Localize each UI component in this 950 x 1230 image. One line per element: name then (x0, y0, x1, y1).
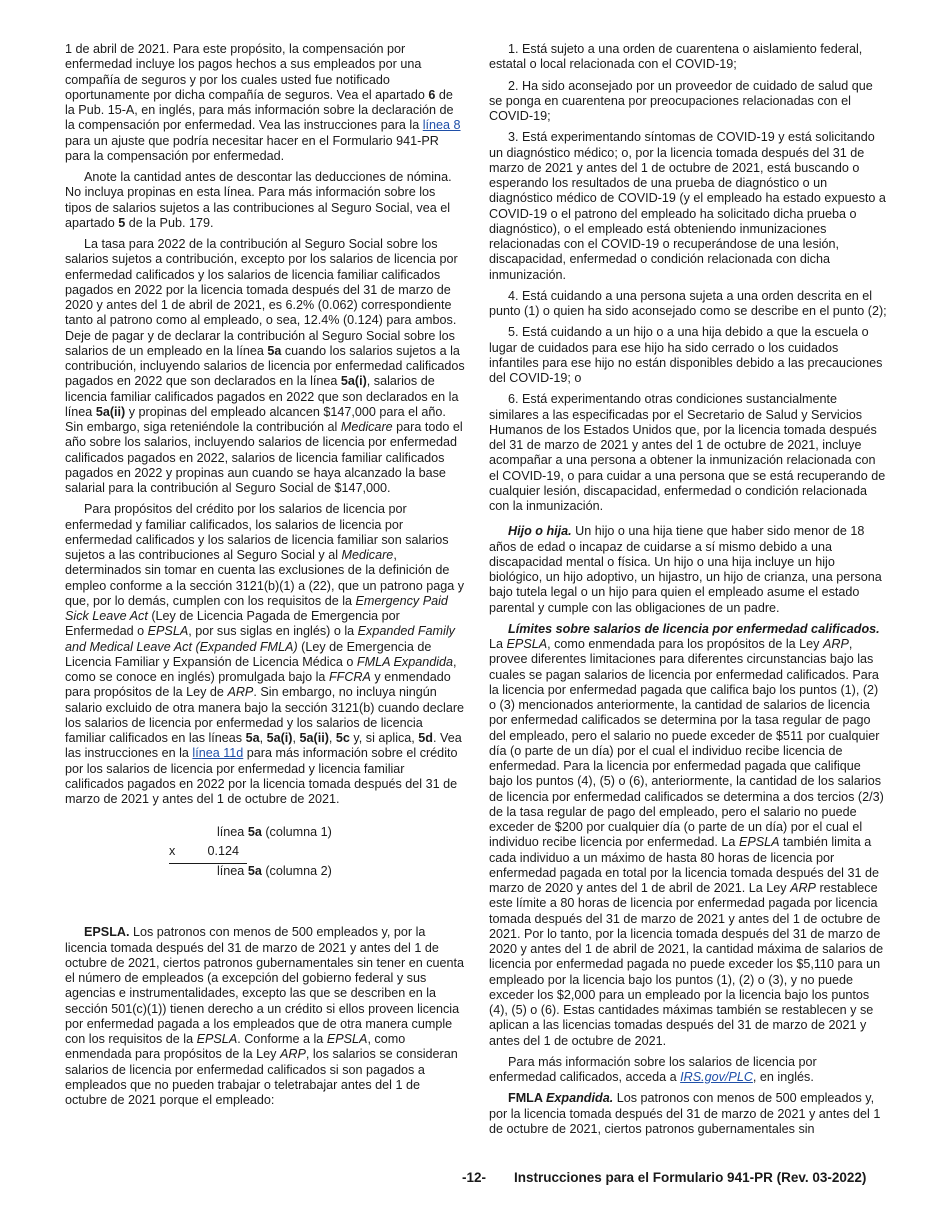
epsla-heading: EPSLA. (84, 925, 130, 940)
calc-row-2: x 0.124 (169, 844, 239, 859)
list-item: 3. Está experimentando síntomas de COVID-19 y está solicitando un diagnóstico médico; o, por la licencia tomada después del 31 de marzo de 2021 y antes del 1 de octubre de 2021, está buscando o esperando los resultados de una prueba de diagnóstico o un diagnóstico médico de COVID-19 (y el empleado ha estado expuesto a COVID-19 o el patrono del empleado ha solicitado dicha prueba o diagnóstico), o el empleado está obteniendo inmunizaciones relacionadas con el COVID-19 o recuperándose de una lesión, discapacidad, enfermedad o condición relacionada con dicha inmunización. (489, 130, 886, 282)
calculation-box (169, 825, 465, 883)
right-column (489, 42, 887, 1143)
list-item: 4. Está cuidando a una persona sujeta a una orden descrita en el punto (1) o quien ha sido aconsejado como se describe en el punto (2); (489, 288, 887, 318)
left-column (65, 42, 465, 1114)
list-item: 1. Está sujeto a una orden de cuarentena o aislamiento federal, estatal o local relacionada con el COVID-19; (489, 42, 863, 72)
line-8-link[interactable]: línea 8 (422, 118, 461, 133)
calc-row-1: línea 5a (columna 1) (217, 825, 332, 840)
hijo-heading: Hijo o hija. (508, 524, 572, 539)
list-item: 6. Está experimentando otras condiciones sustancialmente similares a las especificadas por el Secretario de Salud y Servicios Humanos de los Estados Unidos que, por la licencia tomada después del 31 de marzo de 2021 y antes del 1 de octubre de 2021, incluye acompañar a una persona a obtener la inmunización relacionada con el COVID-19, o para cuidar a una persona que se está recuperando de cualquier lesión, discapacidad, enfermedad o condición relacionada con la inmunización. (489, 392, 886, 513)
fmla-heading: FMLA Expandida. (508, 1091, 614, 1106)
paragraph-more-info: Para más información sobre los salarios de licencia por enfermedad calificados, acceda a IRS.gov/PLC, en inglés. (489, 1054, 817, 1084)
paragraph-fmla: FMLA Expandida. Los patronos con menos de 500 empleados y, por la licencia tomada después del 31 de marzo de 2021 y antes del 1 de octubre de 2021, ciertos patronos gubernamentales sin (489, 1091, 881, 1136)
paragraph-epsla: EPSLA. Los patronos con menos de 500 empleados y, por la licencia tomada después del 31 de marzo de 2021 y antes del 1 de octubre de 2021, ciertos patronos gubernamentales sin tener en cuenta el número de empleados (a excepción del gobierno federal y sus agencias e instrumentalidades, excepto las que se describen en la sección 501(c)(1)) tienen derecho a un crédito si ellos proveen licencia por enfermedad pagada a los empleados que de otra manera cumple con los requisitos de la EPSLA. Conforme a la EPSLA, como enmendada para propósitos de la Ley ARP, los salarios se consideran salarios de licencia por enfermedad calificados si son pagados a empleados que no pueden trabajar o teletrabajar antes del 1 de octubre de 2021 porque el empleado: (65, 925, 465, 1107)
line-11d-link[interactable]: línea 11d (192, 746, 244, 761)
paragraph-sick-pay: 1 de abril de 2021. Para este propósito, la compensación por enfermedad incluye los pagos hechos a sus empleados por una compañía de seguros y por los cuales usted fue notificado oportunamente por dicha compañía de seguros. Vea el apartado 6 de la Pub. 15-A, en inglés, para más información sobre la declaración de la compensación por enfermedad. Vea las instrucciones para la línea 8 para un ajuste que podría necesitar hacer en el Formulario 941-PR para la compensación por enfermedad. (65, 42, 461, 163)
limits-heading: Límites sobre salarios de licencia por enfermedad calificados. (508, 621, 880, 636)
list-item: 2. Ha sido aconsejado por un proveedor de cuidado de salud que se ponga en cuarentena por preocupaciones relacionadas con el COVID-19; (489, 78, 873, 123)
footer-title: Instrucciones para el Formulario 941-PR (Rev. 03-2022) (514, 1170, 867, 1185)
paragraph-credit-purposes: Para propósitos del crédito por los salarios de licencia por enfermedad y familiar calificados, los salarios de licencia por enfermedad calificados y los salarios de licencia familiar son salarios sujetos a las contribuciones al Seguro Social y al Medicare, determinados sin tomar en cuenta las exclusiones de la definición de empleo conforme a la sección 3121(b)(1) a (22), que un patrono paga y que, por lo demás, cumplen con los requisitos de la Emergency Paid Sick Leave Act (Ley de Licencia Pagada de Emergencia por Enfermedad o EPSLA, por sus siglas en inglés) o la Expanded Family and Medical Leave Act (Expanded FMLA) (Ley de Emergencia de Licencia Familiar y Expansión de Licencia Médica o FMLA Expandida, como se conoce en inglés) promulgada bajo la FFCRA y enmendado para propósitos de la Ley de ARP. Sin embargo, no incluya ningún salario excluido de otra manera bajo la sección 3121(b) cuando declare los salarios de licencia por enfermedad y los salarios de licencia familiar calificados en las líneas 5a, 5a(i), 5a(ii), 5c y, si aplica, 5d. Vea las instrucciones en la línea 11d para más información sobre el crédito por los salarios de licencia por enfermedad y licencia familiar calificados pagados en 2022 por la licencia tomada después del 31 de marzo de 2021 y antes del 1 de octubre de 2021. (65, 502, 465, 806)
list-item: 5. Está cuidando a un hijo o a una hija debido a que la escuela o lugar de cuidados para ese hijo ha sido cerrado o los cuidados infantiles para ese hijo no están disponibles debido a las precauciones del COVID-19; o (489, 325, 883, 385)
irs-plc-link[interactable]: IRS.gov/PLC (680, 1070, 753, 1084)
paragraph-hijo: Hijo o hija. Un hijo o una hija tiene que haber sido menor de 18 años de edad o incapaz de cuidarse a sí mismo debido a una discapacidad mental o física. Un hijo o una hija incluye un hijo biológico, un hijo adoptivo, un hijastro, un hijo de crianza, una persona bajo tutela legal o un hijo para quien el empleado asume el estado parental y cumple con las obligaciones de un padre. (489, 524, 882, 615)
paragraph-rate: La tasa para 2022 de la contribución al Seguro Social sobre los salarios sujetos a contribución, excepto por los salarios de licencia por enfermedad calificados y los salarios de licencia familiar calificados pagados en 2022 por la licencia tomada después del 31 de marzo de 2020 y antes del 1 de abril de 2021, es 6.2% (0.062) correspondiente tanto al patrono como al empleado, o sea, 12.4% (0.124) para ambos. Deje de pagar y de declarar la contribución al Seguro Social sobre los salarios de un empleado en la línea 5a cuando los salarios sujetos a la contribución, incluyendo salarios de licencia por enfermedad calificados pagados en 2022 que son declarados en la línea 5a(i), salarios de licencia familiar calificados pagados en 2022 que son declarados en la línea 5a(ii) y propinas del empleado alcancen $147,000 para el año. Sin embargo, siga reteniéndole la contribución al Medicare para todo el año sobre los salarios, incluyendo salarios de licencia por enfermedad calificados pagados en 2022, salarios de licencia familiar calificados pagados en 2022 y propinas aun cuando se haya alcanzado la base salarial para la contribución al Seguro Social de $147,000. (65, 237, 465, 495)
paragraph-limits: Límites sobre salarios de licencia por enfermedad calificados. La EPSLA, como enmendada para los propósitos de la Ley ARP, provee diferentes limitaciones para diferentes circunstancias bajo las cuales se pagan salarios de licencia por enfermedad calificados. Para la licencia por enfermedad pagada que califica bajo los puntos (1), (2) o (3) mencionados anteriormente, la cantidad de salarios de licencia por enfermedad calificados se determina por la tasa regular de pago del empleado, pero el salario no puede exceder de $511 por cualquier día (o parte de un día) por el cual el individuo recibe licencia de enfermedad. Para la licencia por enfermedad pagada que califique bajo los puntos (4), (5) o (6), anteriormente, la cantidad de los salarios de licencia por enfermedad calificados se determina a dos tercios (2/3) de la tasa regular de pago del empleado, pero el salario no puede exceder de $200 por cualquier día (o parte de un día) por el cual el individuo recibe licencia por enfermedad. La EPSLA también limita a cada individuo a un máximo de hasta 80 horas de licencia por enfermedad pagada en total por la licencia tomada después del 31 de marzo de 2020 y antes del 1 de abril de 2021. La Ley ARP restablece este límite a 80 horas de licencia por enfermedad pagada por licencia tomada después del 31 de marzo de 2021 y antes del 1 de octubre de 2021. Por lo tanto, por la licencia tomada después del 31 de marzo de 2020 y antes del 1 de abril de 2021, la cantidad máxima de salarios de licencia por enfermedad pagada no puede exceder los $5,110 para un empleado por la licencia bajo los puntos (1), (2) o (3), y no puede exceder los $2,000 para un empleado por la licencia bajo los puntos (4), (5) o (6). Estas cantidades máximas también se restablecen y se aplican a las licencias tomadas después del 31 de marzo de 2021 y antes del 1 de octubre de 2021. (489, 621, 884, 1048)
page-number: -12- (462, 1170, 487, 1185)
paragraph-amount: Anote la cantidad antes de descontar las deducciones de nómina. No incluya propinas en esta línea. Para más información sobre los tipos de salarios sujetos a las contribuciones al Seguro Social, vea el apartado 5 de la Pub. 179. (65, 170, 452, 230)
calc-row-3: línea 5a (columna 2) (217, 864, 332, 879)
